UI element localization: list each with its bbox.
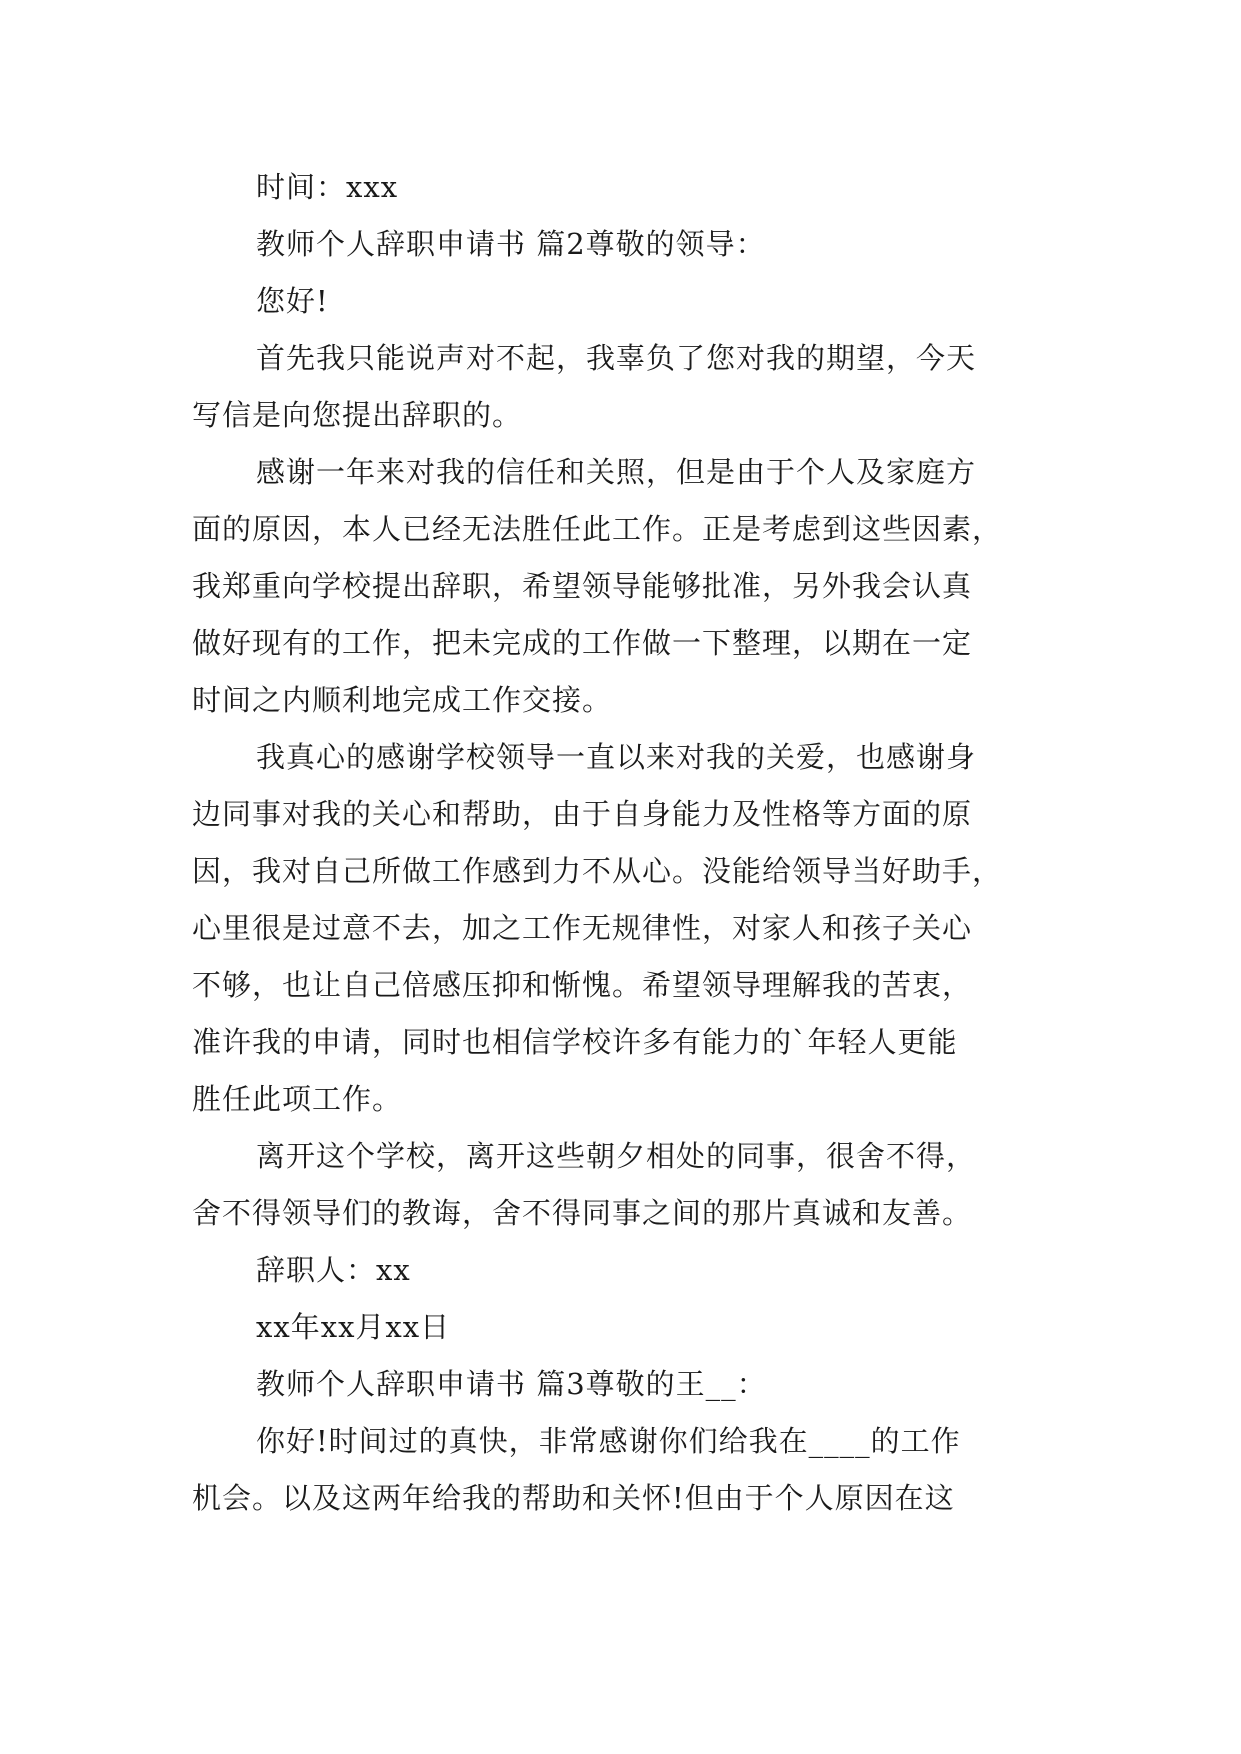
paragraph-line: 首先我只能说声对不起，我辜负了您对我的期望，今天 <box>256 341 977 375</box>
paragraph-line: 我真心的感谢学校领导一直以来对我的关爱，也感谢身 <box>256 740 977 774</box>
paragraph-line: 写信是向您提出辞职的。 <box>192 398 523 432</box>
greeting: 您好! <box>256 284 329 318</box>
paragraph-line: 舍不得领导们的教诲，舍不得同事之间的那片真诚和友善。 <box>192 1196 973 1230</box>
paragraph-line: 面的原因，本人已经无法胜任此工作。正是考虑到这些因素， <box>192 512 1003 546</box>
signature-line: 辞职人：xx <box>256 1253 411 1287</box>
paragraph-line: 心里很是过意不去，加之工作无规律性，对家人和孩子关心 <box>192 911 973 945</box>
paragraph-line: 因，我对自己所做工作感到力不从心。没能给领导当好助手， <box>192 854 1003 888</box>
time-line: 时间：xxx <box>256 170 399 204</box>
paragraph-line: 做好现有的工作，把未完成的工作做一下整理，以期在一定 <box>192 626 973 660</box>
paragraph-line: 不够，也让自己倍感压抑和惭愧。希望领导理解我的苦衷， <box>192 968 973 1002</box>
paragraph-line: 时间之内顺利地完成工作交接。 <box>192 683 613 717</box>
paragraph-line: 边同事对我的关心和帮助，由于自身能力及性格等方面的原 <box>192 797 973 831</box>
paragraph-line: 胜任此项工作。 <box>192 1082 403 1116</box>
paragraph-line: 准许我的申请，同时也相信学校许多有能力的`年轻人更能 <box>192 1025 958 1059</box>
paragraph-line: 机会。以及这两年给我的帮助和关怀!但由于个人原因在这 <box>192 1481 955 1515</box>
paragraph-line: 感谢一年来对我的信任和关照，但是由于个人及家庭方 <box>256 455 977 489</box>
paragraph-line: 你好!时间过的真快，非常感谢你们给我在____的工作 <box>256 1424 961 1458</box>
section-3-heading: 教师个人辞职申请书 篇3尊敬的王__： <box>256 1367 767 1401</box>
date-line: xx年xx月xx日 <box>256 1310 451 1344</box>
section-2-heading: 教师个人辞职申请书 篇2尊敬的领导： <box>256 227 766 261</box>
paragraph-line: 我郑重向学校提出辞职，希望领导能够批准，另外我会认真 <box>192 569 973 603</box>
paragraph-line: 离开这个学校，离开这些朝夕相处的同事，很舍不得， <box>256 1139 977 1173</box>
